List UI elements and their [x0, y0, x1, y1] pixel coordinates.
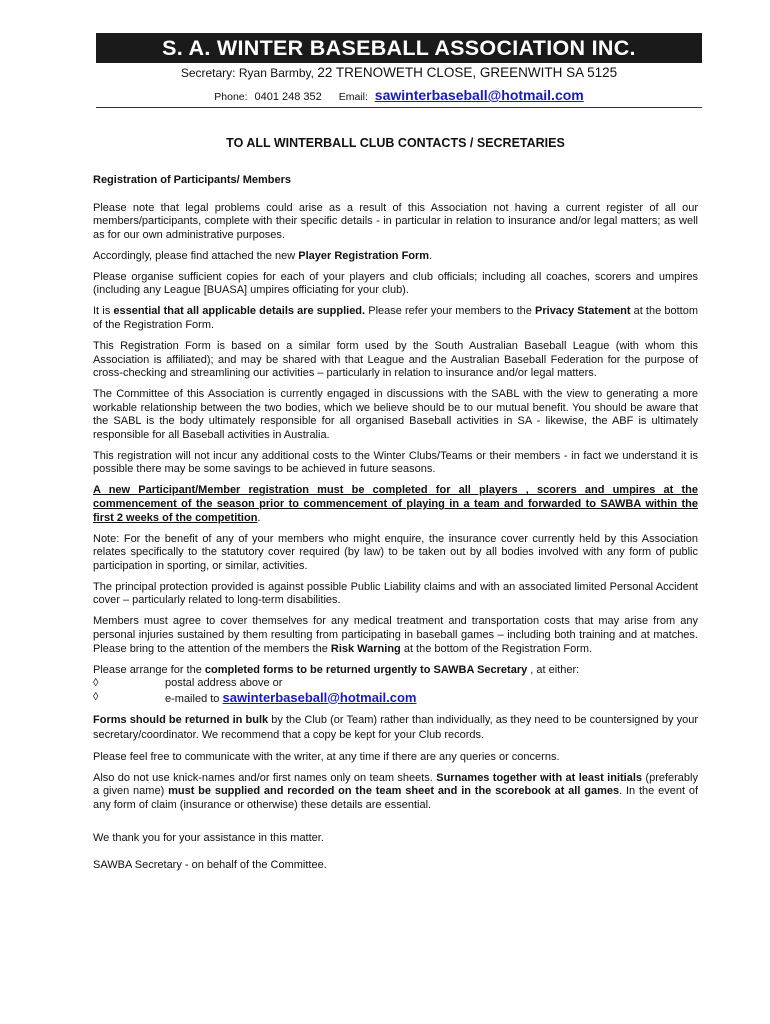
closing-signature: SAWBA Secretary - on behalf of the Committee.: [93, 859, 327, 872]
list-item: [93, 691, 698, 707]
bullet-postal: postal address above or: [165, 677, 283, 690]
paragraph-new-registration: A new Participant/Member registration must be completed for all players , scorers and umpires at the commencement of the season prior to commencement of playing in a team and forwarded to SAWBA within the first 2 weeks of the competition.: [93, 484, 698, 524]
paragraph-bulk-return: Forms should be returned in bulk by the Club (or Team) rather than individually, as they need to be countersigned by your secretary/coordinator. We recommend that a copy be kept for your Club records.: [93, 714, 698, 742]
diamond-icon: ◊: [93, 677, 99, 690]
subheading: Registration of Participants/ Members: [93, 174, 292, 186]
email-link[interactable]: sawinterbaseball@hotmail.com: [374, 87, 584, 103]
letter-body: [93, 174, 698, 880]
paragraph-insurance-note: Note: For the benefit of any of your members who might enquire, the insurance cover currently held by this Association relates specifically to the statutory cover required (by law) to be taken out by all bodies involved with any form of public participation in sporting, or similar, activities.: [93, 532, 698, 572]
paragraph-legal-problems: Please note that legal problems could arise as a result of this Association not having a current register of all our members/participants, complete with their specific details - in particular in relation to insurance and/or legal matters; as well as for our own administrative purposes.: [93, 201, 698, 241]
postal-address: 22 TRENOWETH CLOSE, GREENWITH SA 5125: [317, 65, 618, 80]
phone-number: 0401 248 352: [254, 91, 322, 103]
organisation-banner: S. A. WINTER BASEBALL ASSOCIATION INC.: [96, 33, 702, 63]
email-link[interactable]: sawinterbaseball@hotmail.com: [222, 689, 417, 705]
paragraph-essential-details: It is essential that all applicable details are supplied. Please refer your members to the Privacy Statement at the bottom of the Registration Form.: [93, 305, 698, 331]
secretary-address-line: [96, 64, 702, 82]
secretary-name: Ryan Barmby,: [238, 66, 314, 80]
paragraph-communicate: Please feel free to communicate with the writer, at any time if there are any queries or concerns.: [93, 750, 560, 763]
spacer: [93, 820, 698, 832]
paragraph-team-sheets: Also do not use knick-names and/or first names only on team sheets. Surnames together with at least initials (preferably a given name) must be supplied and recorded on the team sheet and in the scorebook at all games. In the event of any form of claim (insurance or otherwise) these details are essential.: [93, 771, 698, 811]
paragraph-form-basis: This Registration Form is based on a similar form used by the South Australian Baseball League (with whom this Association is affiliated); and may be shared with that League and the Australian Baseball Federation for the purpose of cross-checking and streamlining our activities – particularly in relation to insurance and/or legal matters.: [93, 339, 698, 380]
closing-thanks: We thank you for your assistance in this matter.: [93, 831, 324, 844]
paragraph-attached-form: Accordingly, please find attached the new Player Registration Form.: [93, 249, 433, 262]
paragraph-return-forms: Please arrange for the completed forms to be returned urgently to SAWBA Secretary , at either:: [93, 663, 580, 676]
header-divider: [96, 107, 702, 108]
contact-line: [96, 86, 702, 106]
paragraph-medical-costs: Members must agree to cover themselves for any medical treatment and transportation costs that may arise from any personal injuries sustained by them resulting from participating in baseball games – including both training and at matches. Please bring to the attention of the members the Risk Warning at the bottom of the Registration Form.: [93, 615, 698, 655]
secretary-label: Secretary:: [180, 66, 236, 80]
diamond-icon: ◊: [93, 690, 99, 703]
bullet-email: e-mailed to sawinterbaseball@hotmail.com: [165, 689, 417, 705]
paragraph-copies: Please organise sufficient copies for each of your players and club officials; including all coaches, scorers and umpires (including any League [BUASA] umpires officiating for your club).: [93, 270, 698, 297]
paragraph-costs: This registration will not incur any additional costs to the Winter Clubs/Teams or their members - in fact we understand it is possible there may be some savings to be achieved in future seasons.: [93, 449, 698, 476]
paragraph-protection: The principal protection provided is against possible Public Liability claims and with an associated limited Personal Accident cover – particularly related to long-term disabilities.: [93, 580, 698, 607]
letter-heading: TO ALL WINTERBALL CLUB CONTACTS / SECRETARIES: [226, 136, 565, 150]
email-label: Email:: [338, 91, 368, 103]
list-item: [93, 677, 698, 691]
paragraph-committee: The Committee of this Association is currently engaged in discussions with the SABL with the view to generating a more workable relationship between the two bodies, which we believe should be to our mutual benefit. You should be aware that the SABL is the body ultimately responsible for all organised Baseball activities in SA - likewise, the ABF is ultimately responsible for all Baseball activities in Australia.: [93, 388, 698, 441]
phone-label: Phone:: [214, 91, 248, 103]
